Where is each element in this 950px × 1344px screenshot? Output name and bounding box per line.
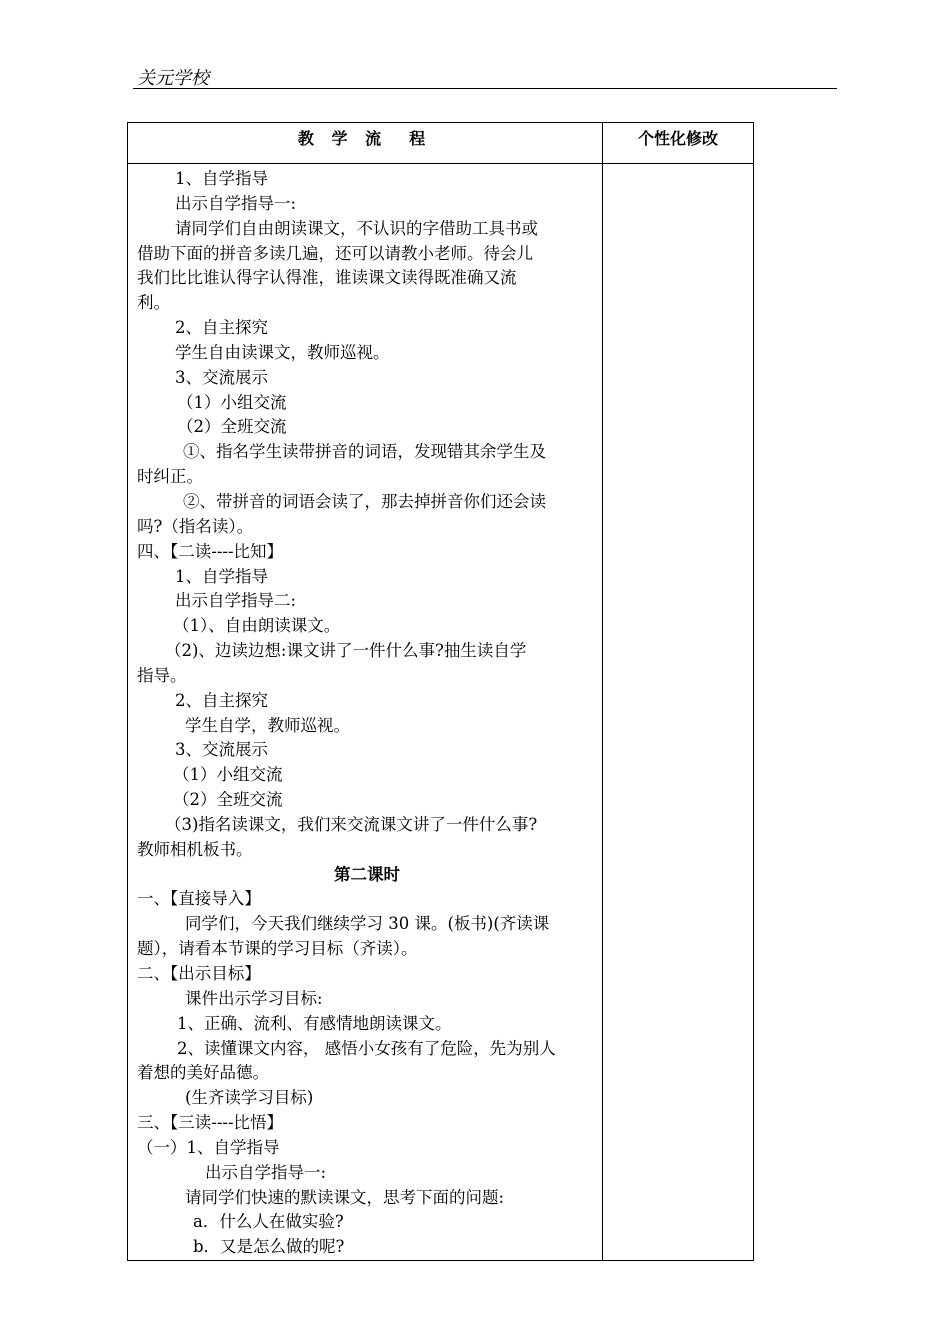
content-line: 二、【出示目标】 (137, 964, 261, 983)
content-line: 3、交流展示 (175, 740, 268, 760)
column-header-personal-revision: 个性化修改 (637, 129, 718, 148)
table-column-divider (602, 122, 603, 1261)
content-line: 指导。 (137, 665, 187, 685)
header-rule (133, 88, 837, 89)
content-line: 吗?（指名读）。 (137, 516, 254, 536)
content-line: ①、指名学生读带拼音的词语，发现错其余学生及 (183, 442, 546, 462)
header-school-name: 关元学校 (137, 68, 209, 89)
content-line: a．什么人在做实验? (193, 1212, 344, 1232)
content-line: （1）小组交流 (173, 765, 283, 785)
content-line: 三、【三读----比悟】 (137, 1113, 284, 1133)
content-line: 利。 (137, 293, 170, 313)
content-line: （1）、自由朗读课文。 (173, 616, 341, 636)
content-line: 题），请看本节课的学习目标（齐读）。 (137, 939, 418, 959)
content-line: 2、读懂课文内容， 感悟小女孩有了危险，先为别人 (177, 1038, 556, 1058)
content-line: 请同学们快速的默读课文，思考下面的问题: (185, 1187, 505, 1207)
content-line: （3)指名读课文，我们来交流课文讲了一件什么事? (165, 814, 538, 834)
content-line: 1、自学指导 (175, 566, 268, 586)
content-line: 我们比比谁认得字认得准，谁读课文读得既准确又流 (137, 268, 517, 288)
content-line: 时纠正。 (137, 467, 203, 487)
content-line: （2)、边读边想:课文讲了一件什么事?抽生读自学 (165, 641, 527, 661)
content-line: 2、自主探究 (175, 690, 268, 710)
content-line: 四、【二读----比知】 (137, 541, 284, 561)
content-line: （2）全班交流 (173, 790, 283, 810)
content-line: 出示自学指导二: (175, 591, 297, 611)
content-line: 2、自主探究 (175, 318, 268, 338)
content-line: （1）小组交流 (177, 392, 287, 412)
content-line: 教师相机板书。 (137, 839, 253, 859)
content-line: 出示自学指导一: (175, 193, 297, 213)
section-heading: 第二课时 (334, 864, 400, 884)
column-header-teaching-process: 教 学 流 程 (297, 129, 432, 148)
table-header-divider (127, 163, 754, 164)
content-line: 课件出示学习目标: (185, 988, 323, 1008)
content-line: 3、交流展示 (175, 367, 268, 387)
content-line: ②、带拼音的词语会读了，那去掉拼音你们还会读 (183, 491, 546, 511)
content-line: 着想的美好品德。 (137, 1063, 269, 1083)
content-line: 同学们，今天我们继续学习 30 课。(板书)(齐读课 (185, 914, 550, 934)
content-line: 1、正确、流利、有感情地朗读课文。 (177, 1013, 452, 1033)
teaching-process-content (137, 167, 597, 1260)
content-line: (生齐读学习目标) (185, 1088, 314, 1108)
content-line: 学生自学，教师巡视。 (185, 715, 350, 735)
content-line: （2）全班交流 (177, 417, 287, 437)
content-line: 借助下面的拼音多读几遍，还可以请教小老师。待会儿 (137, 243, 533, 263)
content-line: 出示自学指导一: (205, 1162, 327, 1182)
content-line: （一）1、自学指导 (137, 1137, 280, 1157)
content-line: b．又是怎么做的呢? (193, 1237, 345, 1257)
content-line: 学生自由读课文，教师巡视。 (175, 342, 390, 362)
content-line: 1、自学指导 (175, 169, 268, 188)
content-line: 请同学们自由朗读课文，不认识的字借助工具书或 (175, 218, 538, 238)
content-line: 一、【直接导入】 (137, 889, 261, 909)
